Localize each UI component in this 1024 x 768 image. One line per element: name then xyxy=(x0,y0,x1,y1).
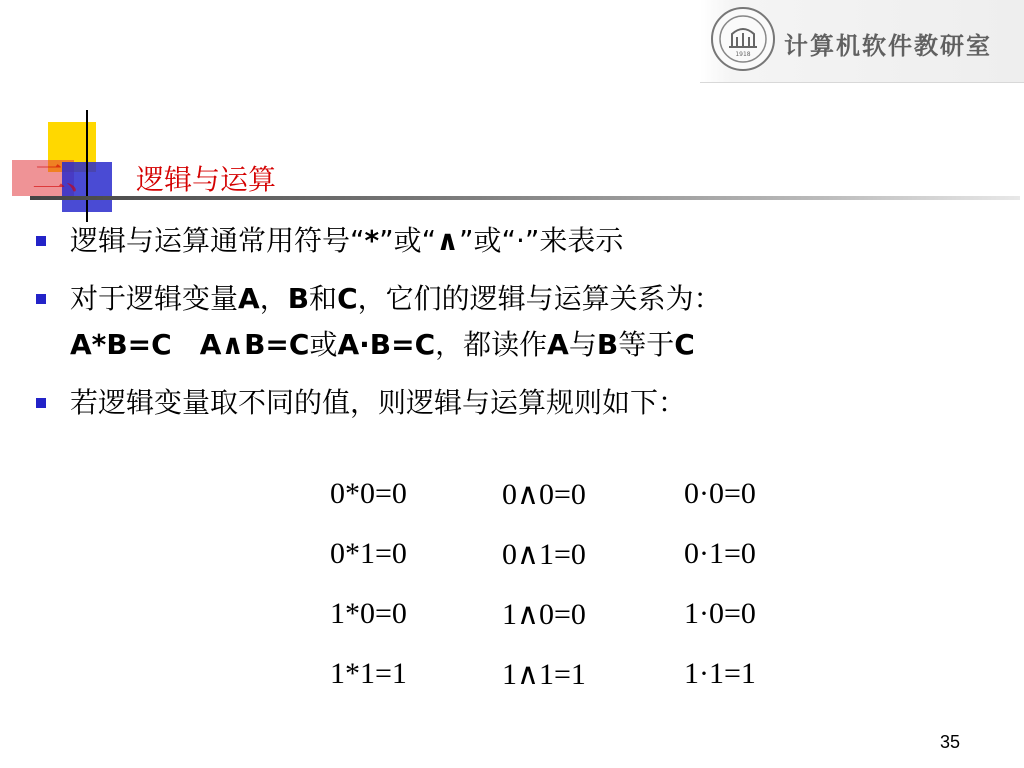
bullet-var: A xyxy=(238,282,260,315)
rule-cell: 0*0=0 xyxy=(330,477,407,510)
bullet-var: C xyxy=(337,282,358,315)
bullet-item xyxy=(36,380,1016,426)
bullet-var: B xyxy=(287,282,310,315)
bullet-text: ”或“·”来表示 xyxy=(458,224,624,257)
bullet-formula: A∧B=C xyxy=(199,328,310,361)
bullet-text: 若逻辑变量取不同的值，则逻辑与运算规则如下： xyxy=(70,386,687,419)
section-title: 逻辑与运算 xyxy=(136,163,277,196)
rule-cell: 1·1=1 xyxy=(684,657,756,690)
page-number: 35 xyxy=(940,732,961,752)
bullet-text: ，它们的逻辑与运算关系为： xyxy=(357,282,722,315)
bullet-text: 和 xyxy=(309,282,338,315)
bullet-item xyxy=(36,276,1016,368)
bullet-var: C xyxy=(674,328,695,361)
rule-cell: 0·0=0 xyxy=(684,477,756,510)
rule-cell: 0∧1=0 xyxy=(502,537,586,571)
and-rules-table xyxy=(330,464,804,704)
rule-cell: 0∧0=0 xyxy=(502,477,586,511)
bullet-var: A xyxy=(547,328,569,361)
table-row xyxy=(330,644,804,704)
bullet-spacer xyxy=(172,328,200,361)
bullet-symbol: * xyxy=(364,224,380,257)
table-row xyxy=(330,464,804,524)
rule-cell: 1·0=0 xyxy=(684,597,756,630)
bullet-list xyxy=(36,218,1016,426)
rule-cell: 0·1=0 xyxy=(684,537,756,570)
rule-cell: 1∧1=1 xyxy=(502,657,586,691)
table-row xyxy=(330,584,804,644)
bullet-text: 与 xyxy=(568,328,597,361)
rule-cell: 1∧0=0 xyxy=(502,597,586,631)
bullet-var: B xyxy=(596,328,619,361)
bullet-text: 对于逻辑变量 xyxy=(70,282,239,315)
bullet-text: 等于 xyxy=(618,328,675,361)
bullet-formula: A·B=C xyxy=(337,328,436,361)
bullet-square-icon xyxy=(36,236,46,246)
bullet-text: ”或“ xyxy=(379,224,437,257)
rule-cell: 1*0=0 xyxy=(330,597,407,630)
bullet-text: 或 xyxy=(309,328,338,361)
bullet-text: 逻辑与运算通常用符号“ xyxy=(70,224,365,257)
bullet-text: ，都读作 xyxy=(435,328,548,361)
rule-cell: 0*1=0 xyxy=(330,537,407,570)
table-row xyxy=(330,524,804,584)
bullet-text: ， xyxy=(259,282,288,315)
bullet-square-icon xyxy=(36,398,46,408)
bullet-square-icon xyxy=(36,294,46,304)
header-logo xyxy=(700,0,1024,83)
bullet-formula: A*B=C xyxy=(70,328,172,361)
bullet-item xyxy=(36,218,1016,264)
section-number: 二、 xyxy=(32,158,100,198)
bullet-symbol: ∧ xyxy=(436,224,459,257)
seal-year: 1918 xyxy=(735,51,751,58)
org-name: 计算机软件教研室 xyxy=(784,31,992,60)
university-seal-icon xyxy=(710,6,776,72)
rule-cell: 1*1=1 xyxy=(330,657,407,690)
